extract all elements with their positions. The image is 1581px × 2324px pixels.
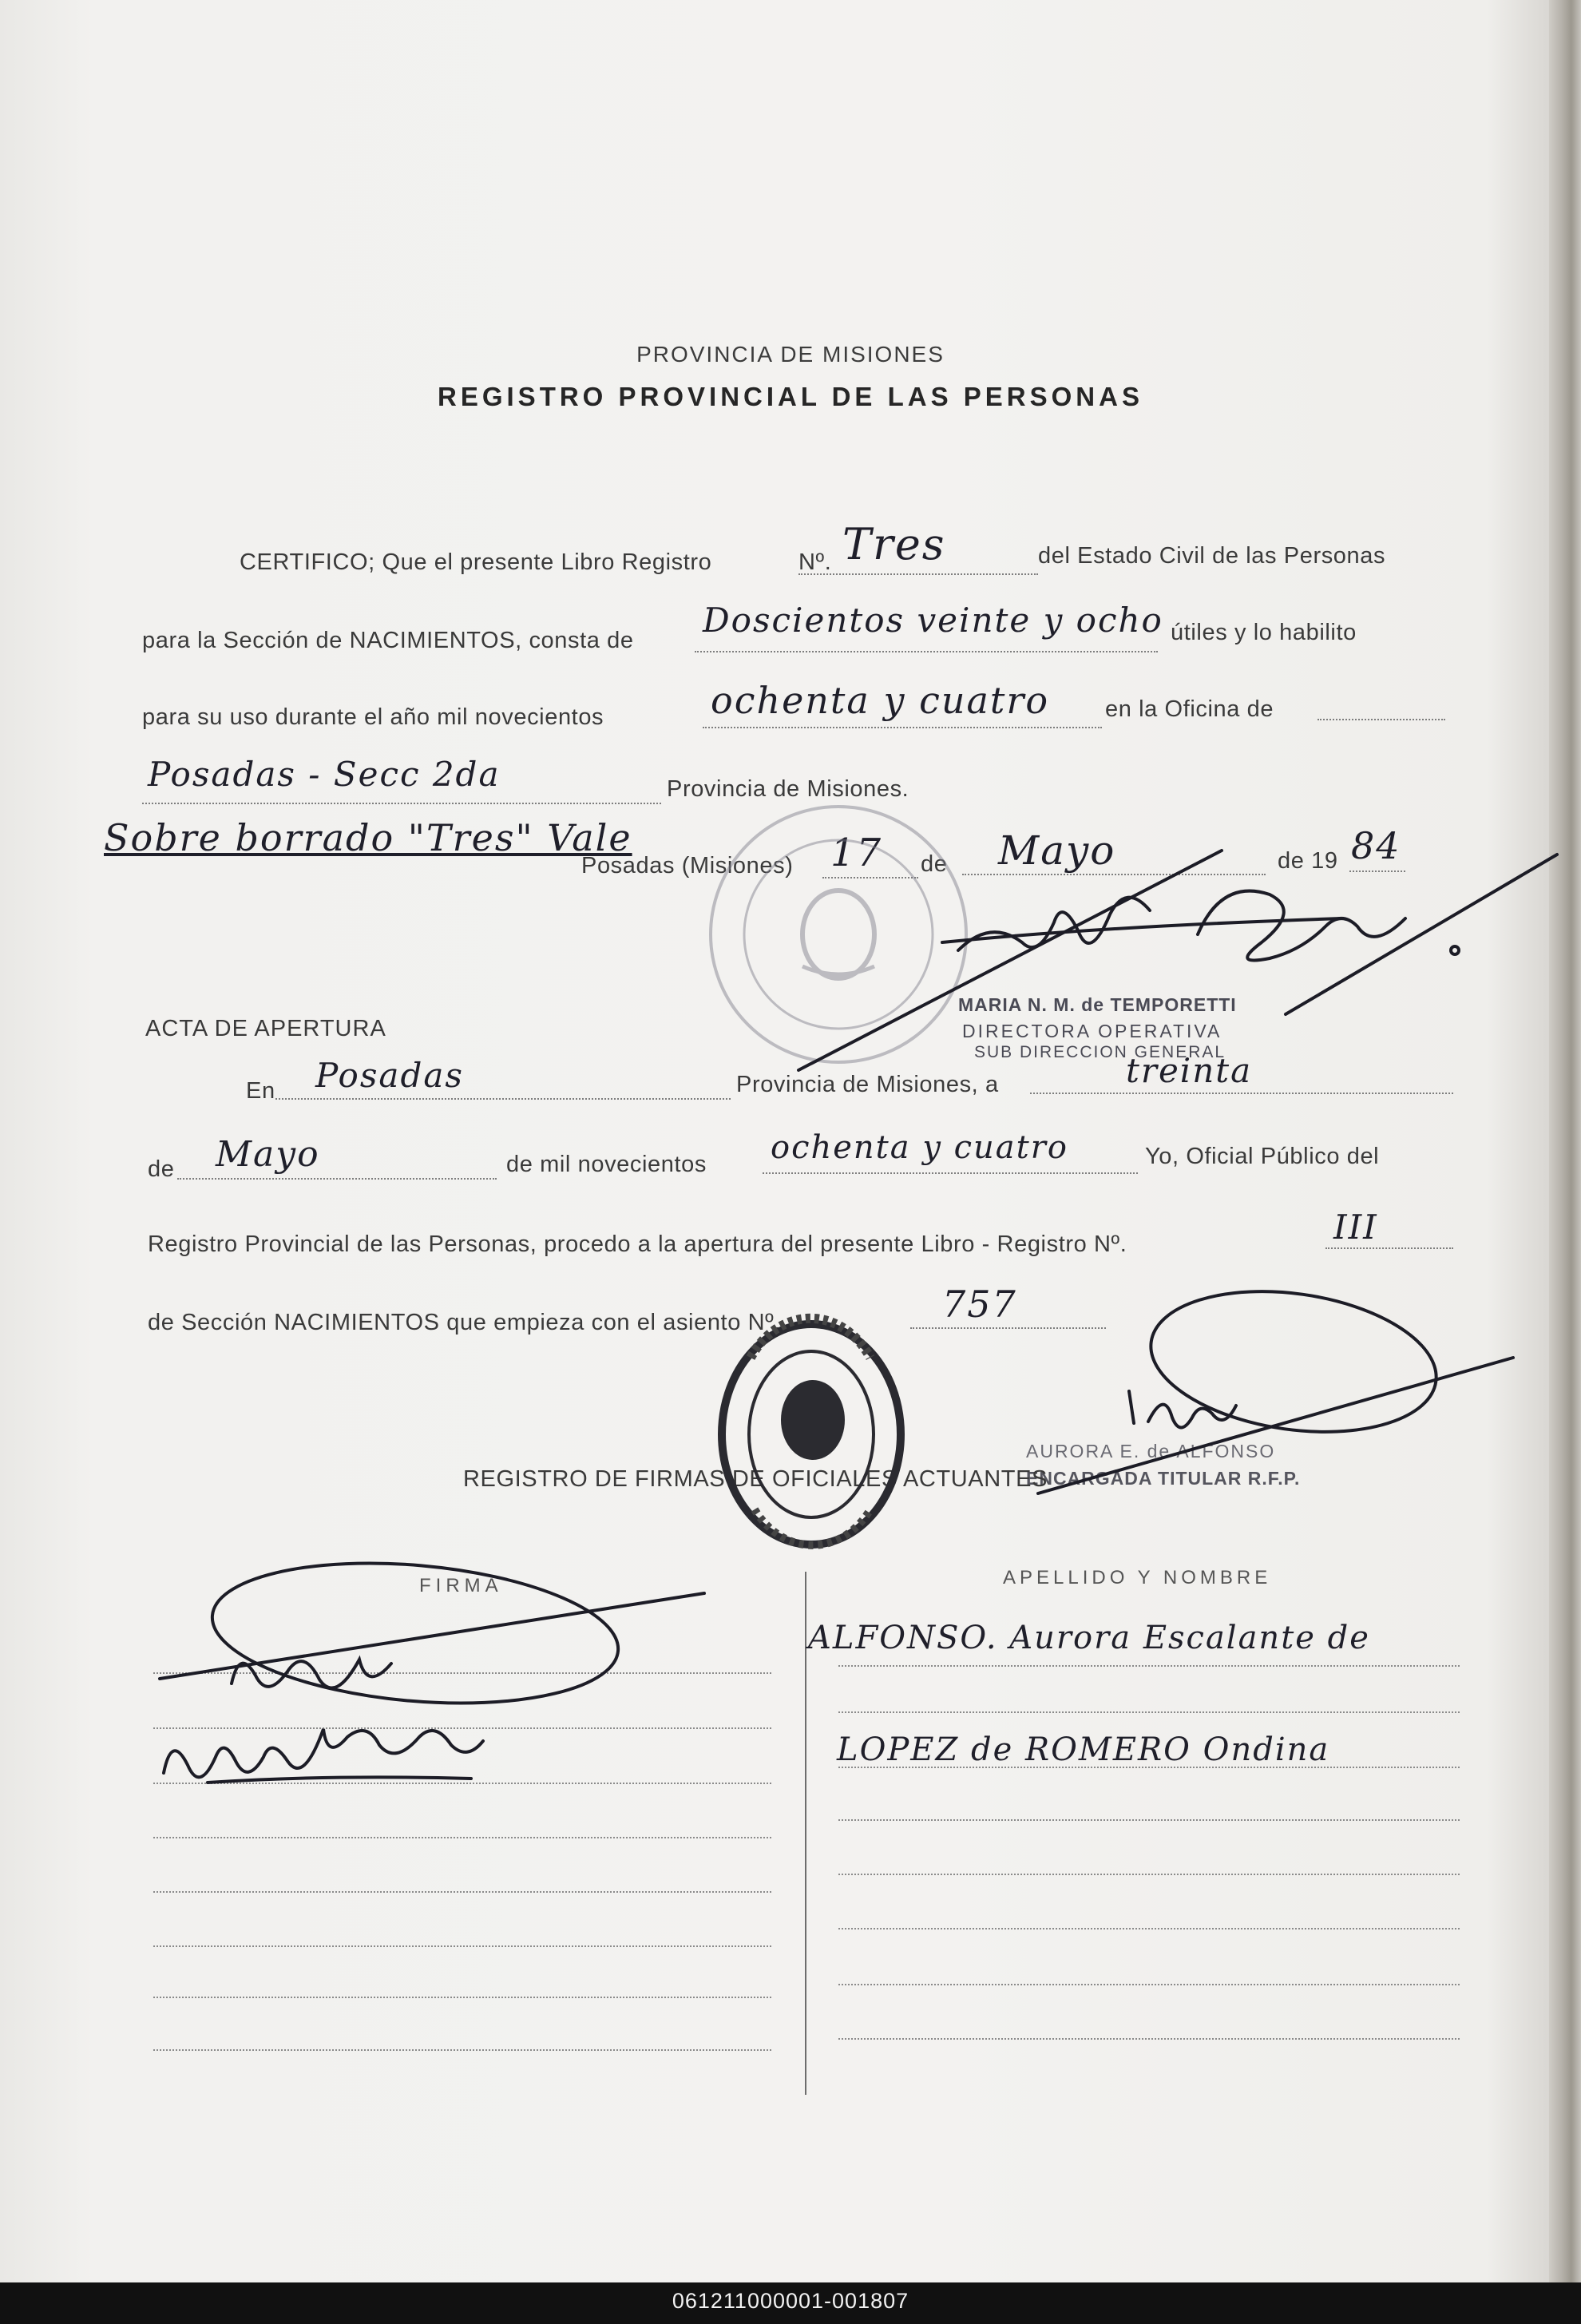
nombre-1-handwritten: ALFONSO. Aurora Escalante de bbox=[808, 1620, 1370, 1656]
cert-correction-note: Sobre borrado "Tres" Vale bbox=[104, 816, 632, 859]
firmas-heading: REGISTRO DE FIRMAS DE OFICIALES ACTUANTES bbox=[463, 1466, 1048, 1492]
oficial-stamp-name: AURORA E. de ALFONSO bbox=[1026, 1441, 1276, 1461]
acta-de: de bbox=[148, 1156, 175, 1182]
cert-date-place: Posadas (Misiones) bbox=[581, 853, 794, 878]
acta-year-handwritten: ochenta y cuatro bbox=[771, 1129, 1068, 1166]
acta-mil: de mil novecientos bbox=[506, 1152, 707, 1177]
cert-date-de: de bbox=[921, 851, 948, 877]
oficial-stamp-role: ENCARGADA TITULAR R.F.P. bbox=[1026, 1468, 1301, 1489]
province-heading: PROVINCIA DE MISIONES bbox=[636, 342, 945, 367]
cert-date-day-handwritten: 17 bbox=[830, 831, 883, 875]
oficial-signature bbox=[1038, 1275, 1513, 1493]
cert-line2-text: para la Sección de NACIMIENTOS, consta de bbox=[142, 628, 634, 653]
cert-line3-text-b: en la Oficina de bbox=[1105, 696, 1274, 722]
acta-heading: ACTA DE APERTURA bbox=[145, 1016, 386, 1041]
column-apellido-nombre: APELLIDO Y NOMBRE bbox=[1003, 1567, 1272, 1588]
firma-signature-2 bbox=[164, 1729, 483, 1783]
acta-seccion-line: de Sección NACIMIENTOS que empieza con el asiento Nº. bbox=[148, 1310, 781, 1335]
acta-registro-line: Registro Provincial de las Personas, procedo a la apertura del presente Libro - Registro Nº. bbox=[148, 1231, 1127, 1257]
acta-yo: Yo, Oficial Público del bbox=[1145, 1144, 1380, 1169]
director-round-stamp bbox=[711, 807, 966, 1062]
cert-line1-text-b: del Estado Civil de las Personas bbox=[1038, 543, 1386, 569]
cert-date-month-handwritten: Mayo bbox=[998, 827, 1116, 874]
column-firma: FIRMA bbox=[419, 1575, 503, 1596]
cert-libro-handwritten: Tres bbox=[842, 519, 946, 569]
oficial-oval-stamp bbox=[722, 1319, 901, 1545]
director-stamp-office: SUB DIRECCION GENERAL bbox=[974, 1043, 1226, 1061]
cert-year-handwritten: ochenta y cuatro bbox=[711, 679, 1050, 722]
acta-province: Provincia de Misiones, a bbox=[736, 1072, 999, 1097]
cert-date-year-handwritten: 84 bbox=[1351, 824, 1401, 867]
acta-asiento-handwritten: 757 bbox=[942, 1283, 1017, 1326]
cert-date-year-prefix: de 19 bbox=[1278, 848, 1338, 874]
acta-day-handwritten: treinta bbox=[1126, 1051, 1253, 1090]
nombre-2-handwritten: LOPEZ de ROMERO Ondina bbox=[837, 1731, 1330, 1768]
acta-en: En bbox=[246, 1078, 275, 1104]
firma-signature-1 bbox=[160, 1548, 704, 1719]
acta-place-handwritten: Posadas bbox=[315, 1056, 464, 1095]
acta-month-handwritten: Mayo bbox=[216, 1134, 320, 1175]
cert-office-handwritten: Posadas - Secc 2da bbox=[148, 755, 501, 794]
director-stamp-name: MARIA N. M. de TEMPORETTI bbox=[958, 994, 1237, 1015]
cert-line2-text-b: útiles y lo habilito bbox=[1171, 620, 1357, 645]
cert-line4-text: Provincia de Misiones. bbox=[667, 776, 909, 802]
document-id: 061211000001-001807 bbox=[672, 2289, 909, 2313]
document-title: REGISTRO PROVINCIAL DE LAS PERSONAS bbox=[438, 382, 1143, 411]
cert-line1-no: Nº. bbox=[798, 549, 832, 575]
acta-libro-handwritten: III bbox=[1333, 1208, 1378, 1247]
cert-line1-text: CERTIFICO; Que el presente Libro Registro bbox=[240, 549, 712, 575]
cert-pages-handwritten: Doscientos veinte y ocho bbox=[703, 601, 1163, 640]
cert-line3-text: para su uso durante el año mil novecientos bbox=[142, 704, 604, 730]
director-stamp-role: DIRECTORA OPERATIVA bbox=[962, 1021, 1222, 1041]
